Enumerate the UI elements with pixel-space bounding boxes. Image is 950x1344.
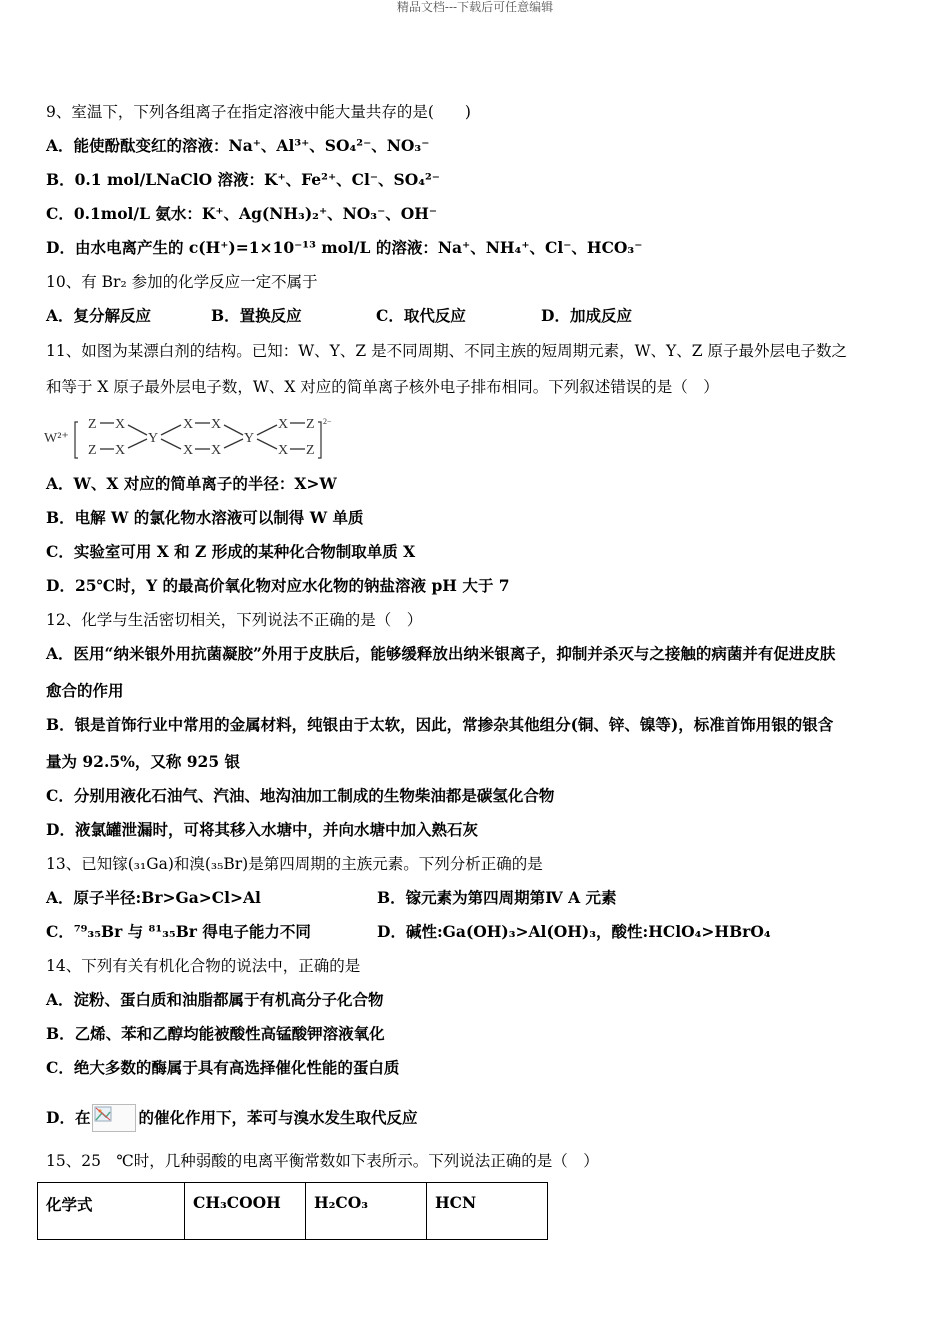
q10-options	[46, 306, 632, 326]
page-header: 精品文档---下载后可任意编辑	[396, 0, 554, 14]
svg-text:X: X	[278, 443, 289, 458]
svg-text:X: X	[115, 417, 126, 432]
svg-text:X: X	[115, 443, 126, 458]
diagram-cation: W²⁺	[44, 431, 69, 446]
svg-text:Y: Y	[148, 431, 159, 446]
q9-option-d: D．由水电离产生的 c(H⁺)=1×10⁻¹³ mol/L 的溶液：Na⁺、NH₄⁺、Cl⁻、HCO₃⁻	[46, 238, 643, 257]
q14-option-b: B．乙烯、苯和乙醇均能被酸性高锰酸钾溶液氧化	[46, 1024, 385, 1043]
q9-option-a: A．能使酚酞变红的溶液：Na⁺、Al³⁺、SO₄²⁻、NO₃⁻	[46, 136, 430, 155]
q11-option-a: A．W、X 对应的简单离子的半径：X>W	[46, 474, 337, 493]
svg-text:Y: Y	[244, 431, 255, 446]
svg-text:X: X	[278, 417, 289, 432]
q10-option-a: A．复分解反应	[46, 306, 152, 325]
q13-options-ab	[46, 888, 617, 908]
q15-stem: 15、25 ℃时，几种弱酸的电离平衡常数如下表所示。下列说法正确的是（ ）	[46, 1152, 599, 1170]
q12-option-d: D．液氯罐泄漏时，可将其移入水塘中，并向水塘中加入熟石灰	[46, 820, 478, 839]
q12-option-c: C．分别用液化石油气、汽油、地沟油加工制成的生物柴油都是碳氢化合物	[46, 786, 555, 805]
q13-option-d: D．碱性:Ga(OH)₃>Al(OH)₃，酸性:HClO₄>HBrO₄	[377, 922, 771, 941]
table-header-formula: 化学式	[38, 1183, 185, 1240]
q11-stem-line1: 11、如图为某漂白剂的结构。已知：W、Y、Z 是不同周期、不同主族的短周期元素，W、Y、Z 原子最外层电子数之	[46, 342, 847, 360]
q12-option-b-line2: 量为 92.5%，又称 925 银	[46, 752, 241, 771]
q10-option-d: D．加成反应	[541, 306, 632, 325]
q12-option-a-line2: 愈合的作用	[46, 681, 124, 700]
q12-option-a-line1: A．医用“纳米银外用抗菌凝胶”外用于皮肤后，能够缓释放出纳米银离子，抑制并杀灭与之接触的病菌并有促进皮肤	[46, 644, 836, 663]
table-header-carbonic-acid: H₂CO₃	[306, 1183, 427, 1240]
q9-option-c: C．0.1mol/L 氨水：K⁺、Ag(NH₃)₂⁺、NO₃⁻、OH⁻	[46, 204, 438, 223]
svg-text:Z: Z	[88, 417, 97, 432]
q14-option-a: A．淀粉、蛋白质和油脂都属于有机高分子化合物	[46, 990, 384, 1009]
q13-option-c: C．⁷⁹₃₅Br 与 ⁸¹₃₅Br 得电子能力不同	[46, 922, 311, 941]
acid-constants-table	[37, 1182, 548, 1240]
svg-text:X: X	[183, 443, 194, 458]
q11-option-d: D．25℃时，Y 的最高价氧化物对应水化物的钠盐溶液 pH 大于 7	[46, 576, 510, 595]
svg-text:Z: Z	[88, 443, 97, 458]
q14-option-d-suffix: 的催化作用下，苯可与溴水发生取代反应	[138, 1108, 418, 1127]
q13-option-b: B．镓元素为第四周期第Ⅳ A 元素	[377, 888, 617, 907]
q11-stem-line2: 和等于 X 原子最外层电子数，W、X 对应的简单离子核外电子排布相同。下列叙述错误的是（ ）	[46, 378, 719, 396]
svg-text:X: X	[211, 443, 222, 458]
q9-stem: 9、室温下，下列各组离子在指定溶液中能大量共存的是( )	[46, 103, 471, 121]
q13-option-a: A．原子半径:Br>Ga>Cl>Al	[46, 888, 261, 907]
q14-option-d-prefix: D．在	[46, 1108, 91, 1127]
svg-text:X: X	[183, 417, 194, 432]
q10-option-c: C．取代反应	[376, 306, 466, 325]
q12-stem: 12、化学与生活密切相关，下列说法不正确的是（ ）	[46, 611, 423, 629]
table-header-hcn: HCN	[427, 1183, 548, 1240]
q9-option-b: B．0.1 mol/LNaClO 溶液：K⁺、Fe²⁺、Cl⁻、SO₄²⁻	[46, 170, 440, 189]
svg-text:Z: Z	[306, 417, 315, 432]
q13-stem: 13、已知镓(₃₁Ga)和溴(₃₅Br)是第四周期的主族元素。下列分析正确的是	[46, 855, 543, 873]
q12-option-b-line1: B．银是首饰行业中常用的金属材料，纯银由于太软，因此，常掺杂其他组分(铜、锌、镍等)，标准首饰用银的银含	[46, 715, 834, 734]
q14-option-c: C．绝大多数的酶属于具有高选择催化性能的蛋白质	[46, 1058, 400, 1077]
q11-option-c: C．实验室可用 X 和 Z 形成的某种化合物制取单质 X	[46, 542, 416, 561]
svg-text:X: X	[211, 417, 222, 432]
q10-stem: 10、有 Br₂ 参加的化学反应一定不属于	[46, 273, 318, 291]
svg-text:Z: Z	[306, 443, 315, 458]
table-header-acetic-acid: CH₃COOH	[185, 1183, 306, 1240]
table-row	[38, 1183, 548, 1240]
q13-options-cd	[46, 922, 771, 942]
broken-image-icon	[92, 1104, 136, 1132]
diagram-charge: 2−	[323, 417, 332, 426]
q10-option-b: B．置换反应	[211, 306, 302, 325]
q11-option-b: B．电解 W 的氯化物水溶液可以制得 W 单质	[46, 508, 364, 527]
q14-option-d	[46, 1104, 417, 1132]
q14-stem: 14、下列有关有机化合物的说法中，正确的是	[46, 957, 361, 975]
structure-diagram	[44, 408, 344, 468]
